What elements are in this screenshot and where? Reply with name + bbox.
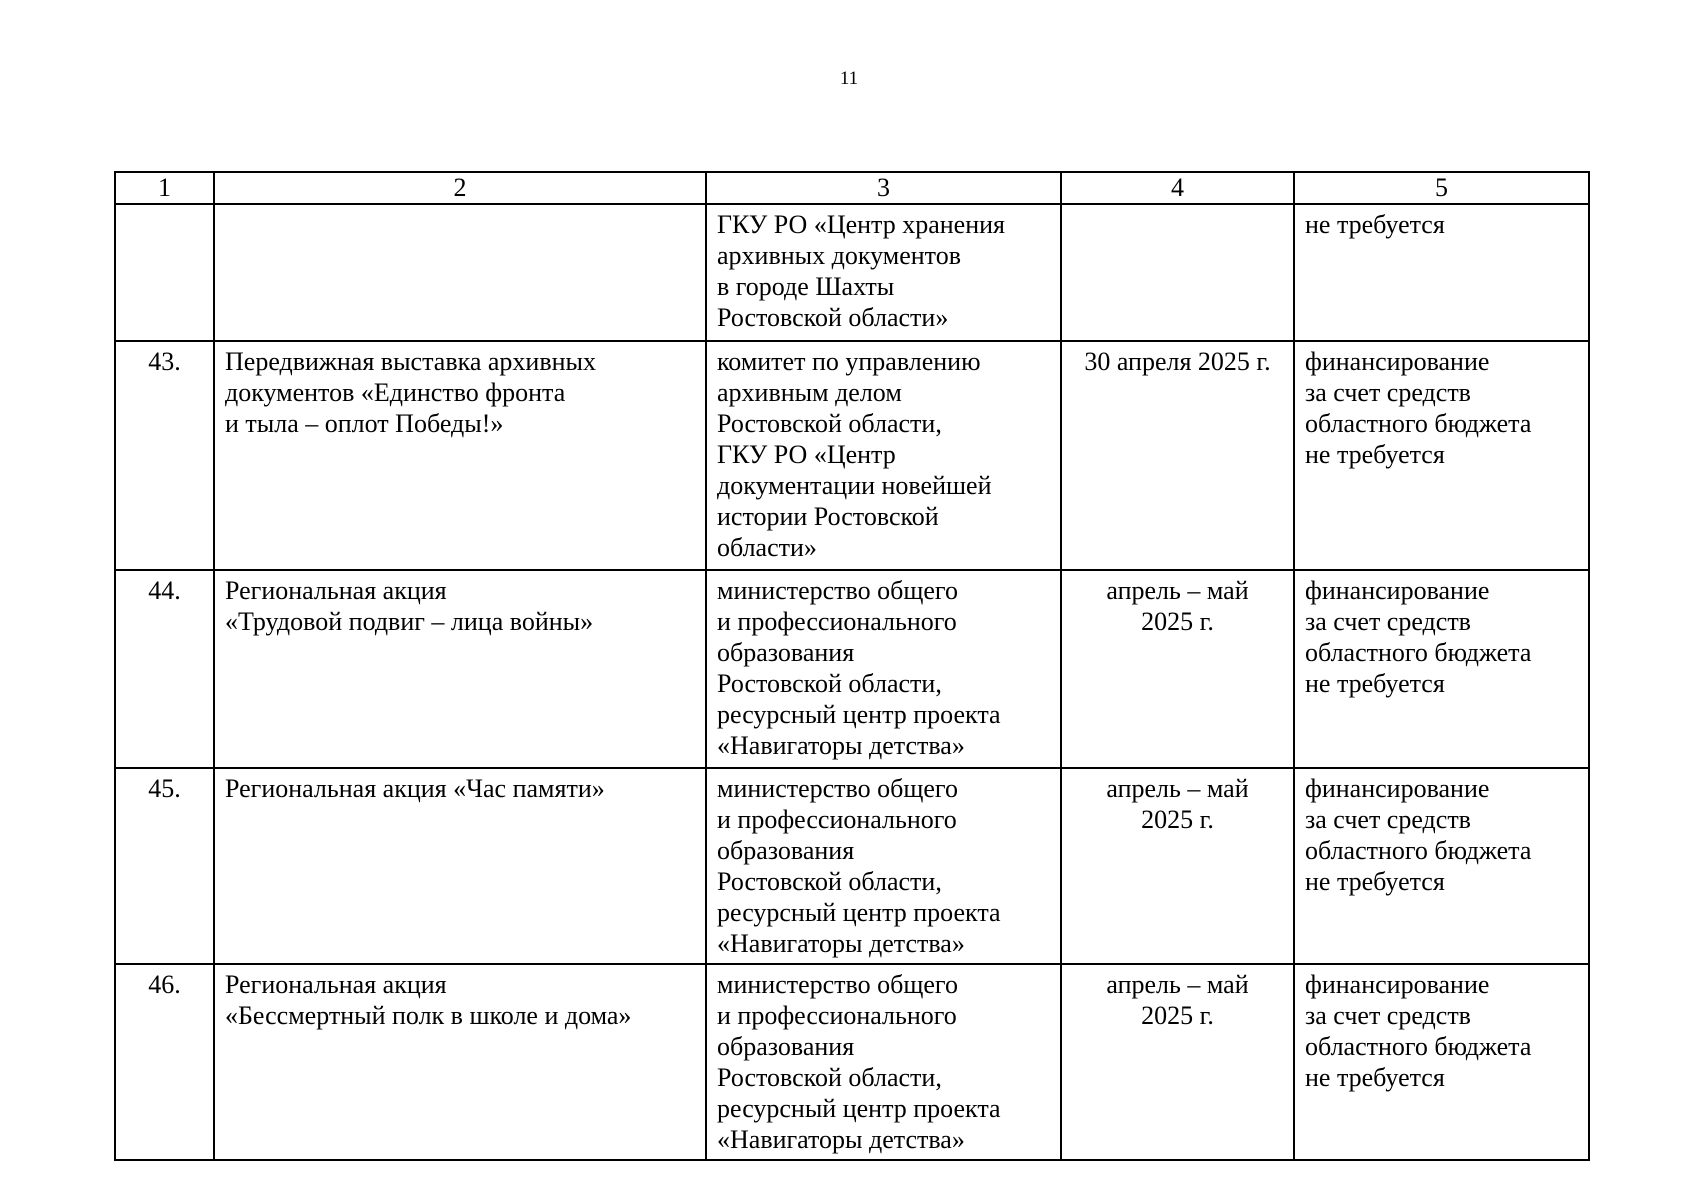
table-row — [115, 570, 1589, 768]
header-col-4: 4 — [1061, 172, 1294, 204]
responsible-cell — [706, 768, 1061, 964]
funding-line: не требуется — [1305, 669, 1445, 698]
funding-line: финансирование — [1305, 347, 1490, 376]
event-line: «Трудовой подвиг – лица войны» — [225, 607, 594, 636]
responsible-line: Ростовской области, — [717, 1063, 942, 1092]
responsible-line: министерство общего — [717, 970, 958, 999]
table-row — [115, 964, 1589, 1160]
funding-line: областного бюджета — [1305, 1032, 1532, 1061]
event-line: Региональная акция — [225, 576, 447, 605]
responsible-line: Ростовской области, — [717, 669, 942, 698]
row-number: 44. — [115, 570, 214, 768]
responsible-line: ресурсный центр проекта — [717, 1094, 1001, 1123]
event-line: документов «Единство фронта — [225, 378, 566, 407]
funding-line: за счет средств — [1305, 607, 1471, 636]
responsible-line: образования — [717, 836, 855, 865]
responsible-line: ГКУ РО «Центр хранения — [717, 210, 1006, 239]
funding-line: не требуется — [1305, 440, 1445, 469]
table-row — [115, 768, 1589, 964]
funding-line: областного бюджета — [1305, 836, 1532, 865]
responsible-line: архивным делом — [717, 378, 902, 407]
date-cell — [1061, 204, 1294, 341]
event-line: и тыла – оплот Победы!» — [225, 409, 504, 438]
responsible-line: образования — [717, 1032, 855, 1061]
funding-cell — [1294, 204, 1589, 341]
responsible-line: комитет по управлению — [717, 347, 981, 376]
responsible-line: «Навигаторы детства» — [717, 929, 965, 958]
date-line: 2025 г. — [1141, 805, 1214, 834]
funding-cell — [1294, 768, 1589, 964]
date-line: апрель – май — [1106, 774, 1249, 803]
responsible-line: образования — [717, 638, 855, 667]
funding-line: не требуется — [1305, 210, 1445, 239]
funding-line: не требуется — [1305, 867, 1445, 896]
date-cell — [1061, 964, 1294, 1160]
responsible-line: «Навигаторы детства» — [717, 731, 965, 760]
responsible-line: Ростовской области» — [717, 303, 949, 332]
responsible-line: ГКУ РО «Центр — [717, 440, 896, 469]
responsible-cell — [706, 570, 1061, 768]
funding-cell — [1294, 964, 1589, 1160]
responsible-line: Ростовской области, — [717, 409, 942, 438]
funding-line: за счет средств — [1305, 805, 1471, 834]
responsible-line: в городе Шахты — [717, 272, 895, 301]
header-col-1: 1 — [115, 172, 214, 204]
event-cell — [214, 768, 706, 964]
row-number: 46. — [115, 964, 214, 1160]
responsible-line: «Навигаторы детства» — [717, 1125, 965, 1154]
responsible-line: министерство общего — [717, 774, 958, 803]
responsible-line: ресурсный центр проекта — [717, 700, 1001, 729]
event-line: «Бессмертный полк в школе и дома» — [225, 1001, 632, 1030]
date-cell — [1061, 570, 1294, 768]
date-cell — [1061, 341, 1294, 570]
funding-line: областного бюджета — [1305, 638, 1532, 667]
date-line: 2025 г. — [1141, 607, 1214, 636]
event-cell — [214, 964, 706, 1160]
responsible-line: и профессионального — [717, 805, 957, 834]
responsible-line: и профессионального — [717, 607, 957, 636]
responsible-line: министерство общего — [717, 576, 958, 605]
funding-line: финансирование — [1305, 970, 1490, 999]
responsible-line: Ростовской области, — [717, 867, 942, 896]
date-line: 30 апреля 2025 г. — [1084, 347, 1271, 376]
event-cell — [214, 341, 706, 570]
funding-line: областного бюджета — [1305, 409, 1532, 438]
event-cell — [214, 204, 706, 341]
page-number: 11 — [839, 68, 859, 89]
event-line: Передвижная выставка архивных — [225, 347, 596, 376]
header-col-5: 5 — [1294, 172, 1589, 204]
responsible-line: области» — [717, 533, 817, 562]
responsible-cell — [706, 341, 1061, 570]
responsible-line: документации новейшей — [717, 471, 992, 500]
funding-line: не требуется — [1305, 1063, 1445, 1092]
header-row — [115, 172, 1589, 204]
responsible-cell — [706, 204, 1061, 341]
date-line: апрель – май — [1106, 576, 1249, 605]
responsible-line: истории Ростовской — [717, 502, 939, 531]
funding-cell — [1294, 341, 1589, 570]
event-line: Региональная акция — [225, 970, 447, 999]
responsible-line: и профессионального — [717, 1001, 957, 1030]
table-row — [115, 341, 1589, 570]
responsible-line: архивных документов — [717, 241, 961, 270]
funding-cell — [1294, 570, 1589, 768]
funding-line: за счет средств — [1305, 1001, 1471, 1030]
row-number — [115, 204, 214, 341]
table-row — [115, 204, 1589, 341]
funding-line: финансирование — [1305, 774, 1490, 803]
date-line: 2025 г. — [1141, 1001, 1214, 1030]
event-cell — [214, 570, 706, 768]
row-number: 43. — [115, 341, 214, 570]
events-table — [114, 171, 1590, 1161]
header-col-3: 3 — [706, 172, 1061, 204]
event-line: Региональная акция «Час памяти» — [225, 774, 605, 803]
date-cell — [1061, 768, 1294, 964]
funding-line: финансирование — [1305, 576, 1490, 605]
responsible-line: ресурсный центр проекта — [717, 898, 1001, 927]
responsible-cell — [706, 964, 1061, 1160]
date-line: апрель – май — [1106, 970, 1249, 999]
header-col-2: 2 — [214, 172, 706, 204]
funding-line: за счет средств — [1305, 378, 1471, 407]
row-number: 45. — [115, 768, 214, 964]
